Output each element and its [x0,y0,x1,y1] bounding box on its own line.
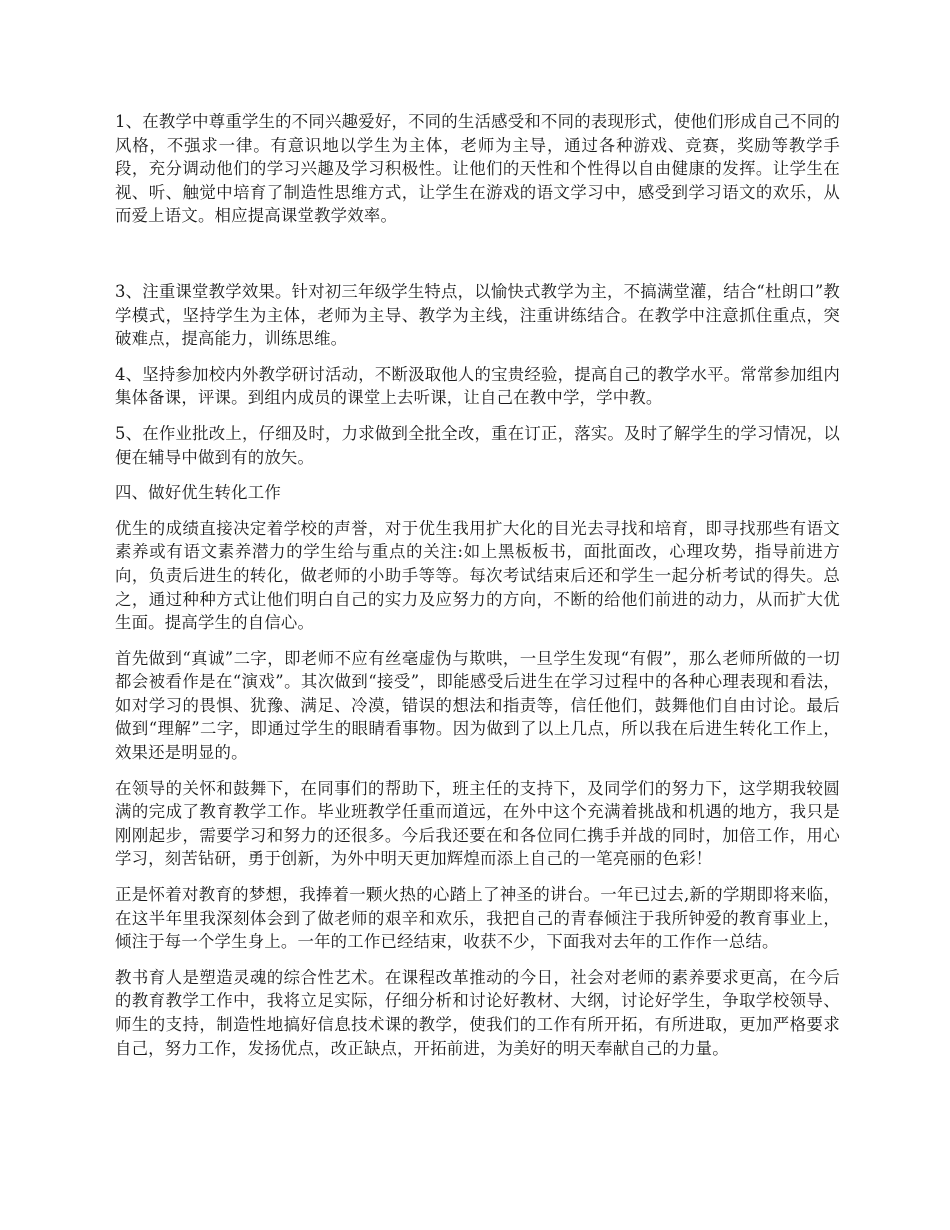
paragraph-conclusion: 教书育人是塑造灵魂的综合性艺术。在课程改革推动的今日，社会对老师的素养要求更高，在今后的教育教学工作中，我将立足实际，仔细分析和讨论好教材、大纲，讨论好学生，争取学校领导、师生的支持，制造性地搞好信息技术课的教学，使我们的工作有所开拓，有所进取，更加严格要求自己，努力工作，发扬优点，改正缺点，开拓前进，为美好的明天奉献自己的力量。 [115,967,840,1058]
paragraph-1: 1、在教学中尊重学生的不同兴趣爱好，不同的生活感受和不同的表现形式，使他们形成自己不同的风格，不强求一律。有意识地以学生为主体，老师为主导，通过各种游戏、竞赛，奖励等教学手段，充分调动他们的学习兴趣及学习积极性。让他们的天性和个性得以自由健康的发挥。让学生在视、听、触觉中培育了制造性思维方式，让学生在游戏的语文学习中，感受到学习语文的欢乐，从而爱上语文。相应提高课堂教学效率。 [115,112,840,226]
paragraph-leadership: 在领导的关怀和鼓舞下，在同事们的帮助下，班主任的支持下，及同学们的努力下，这学期我较圆满的完成了教育教学工作。毕业班教学任重而道远，在外中这个充满着挑战和机遇的地方，我只是刚刚起步，需要学习和努力的还很多。今后我还要在和各位同仁携手并战的同时，加倍工作，用心学习，刻苦钻研，勇于创新，为外中明天更加辉煌而添上自己的一笔亮丽的色彩！ [115,778,840,869]
paragraph-4: 4、坚持参加校内外教学研讨活动，不断汲取他人的宝贵经验，提高自己的教学水平。常常参加组内集体备课，评课。到组内成员的课堂上去听课，让自己在教中学，学中教。 [115,364,840,408]
paragraph-5: 5、在作业批改上，仔细及时，力求做到全批全改，重在订正，落实。及时了解学生的学习情况，以便在辅导中做到有的放矢。 [115,423,840,467]
document-body [115,110,840,1060]
paragraph-3: 3、注重课堂教学效果。针对初三年级学生特点，以愉快式教学为主，不搞满堂灌，结合“杜朗口”教学模式，坚持学生为主体，老师为主导、教学为主线，注重讲练结合。在教学中注意抓住重点，突破难点，提高能力，训练思维。 [115,281,840,349]
section-heading: 四、做好优生转化工作 [115,483,281,503]
paragraph-top-students: 优生的成绩直接决定着学校的声誉，对于优生我用扩大化的目光去寻找和培育，即寻找那些有语文素养或有语文素养潜力的学生给与重点的关注:如上黑板板书，面批面改，心理攻势，指导前进方向，负责后进生的转化，做老师的小助手等等。每次考试结束后还和学生一起分析考试的得失。总之，通过种种方式让他们明白自己的实力及应努力的方向，不断的给他们前进的动力，从而扩大优生面。提高学生的自信心。 [115,518,840,633]
paragraph-dream: 正是怀着对教育的梦想，我捧着一颗火热的心踏上了神圣的讲台。一年已过去,新的学期即将来临，在这半年里我深刻体会到了做老师的艰辛和欢乐，我把自己的青春倾注于我所钟爱的教育事业上，倾注于每一个学生身上。一年的工作已经结束，收获不少，下面我对去年的工作作一总结。 [115,885,840,952]
paragraph-sincerity: 首先做到“真诚”二字，即老师不应有丝毫虚伪与欺哄，一旦学生发现“有假”，那么老师所做的一切都会被看作是在“演戏”。其次做到“接受”，即能感受后进生在学习过程中的各种心理表现和看法，如对学习的畏惧、犹豫、满足、冷漠，错误的想法和指责等，信任他们，鼓舞他们自由讨论。最后做到“理解”二字，即通过学生的眼睛看事物。因为做到了以上几点，所以我在后进生转化工作上，效果还是明显的。 [115,648,840,763]
